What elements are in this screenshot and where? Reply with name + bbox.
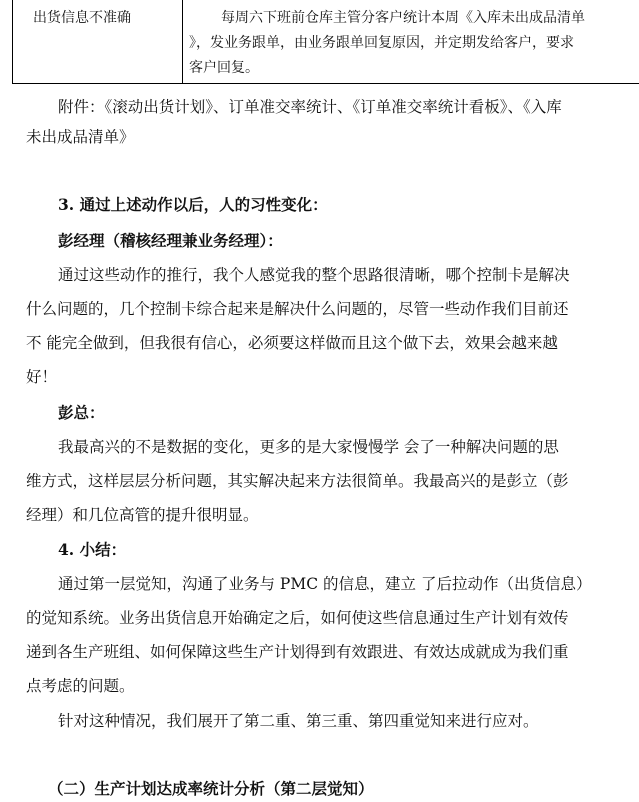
attachment-line-2: 未出成品清单》 [26,128,135,146]
issue-table [12,0,639,84]
next-section-heading: （二）生产计划达成率统计分析（第二层觉知） [48,779,374,798]
summary-closing: 针对这种情况，我们展开了第二重、第三重、第四重觉知来进行应对。 [58,712,539,730]
peng-general-line-3: 经理）和几位高管的提升很明显。 [26,506,259,524]
attachment-line-1: 附件：《滚动出货计划》、订单准交率统计、《订单准交率统计看板》、《入库 [58,98,562,116]
peng-manager-name: 彭经理（稽核经理兼业务经理）： [58,231,283,250]
summary-line-3: 递到各生产班组、如何保障这些生产计划得到有效跟进、有效达成就成为我们重 [26,643,569,661]
peng-general-line-1: 我最高兴的不是数据的变化，更多的是大家慢慢学 会了一种解决问题的思 [58,438,559,456]
peng-manager-line-4: 好！ [26,368,58,386]
section3-heading: 3. 通过上述动作以后，人的习性变化： [58,195,328,214]
issue-desc-line-3: 客户回复。 [189,60,259,76]
issue-description-cell [183,0,639,84]
section4-heading: 4. 小结： [58,540,127,559]
peng-general-line-2: 维方式，这样层层分析问题，其实解决起来方法很简单。我最高兴的是彭立（彭 [26,472,569,490]
issue-desc-line-1: 每周六下班前仓库主管分客户统计本周《入库未出成品清单 [221,10,585,26]
peng-general-name: 彭总： [58,403,105,422]
summary-line-2: 的觉知系统。业务出货信息开始确定之后，如何使这些信息通过生产计划有效传 [26,609,569,627]
table-row [13,0,639,84]
issue-label-cell [13,0,183,84]
peng-manager-line-1: 通过这些动作的推行，我个人感觉我的整个思路很清晰，哪个控制卡是解决 [58,266,570,284]
summary-line-1: 通过第一层觉知，沟通了业务与 PMC 的信息，建立 了后拉动作（出货信息） [58,575,592,593]
summary-line-4: 点考虑的问题。 [26,677,135,695]
issue-desc-line-2: 》，发业务跟单，由业务跟单回复原因，并定期发给客户，要求 [189,35,574,51]
peng-manager-line-2: 什么问题的，几个控制卡综合起来是解决什么问题的，尽管一些动作我们目前还 [26,300,569,318]
peng-manager-line-3: 不 能完全做到，但我很有信心，必须要这样做而且这个做下去，效果会越来越 [26,334,558,352]
issue-label: 出货信息不准确 [33,10,131,26]
